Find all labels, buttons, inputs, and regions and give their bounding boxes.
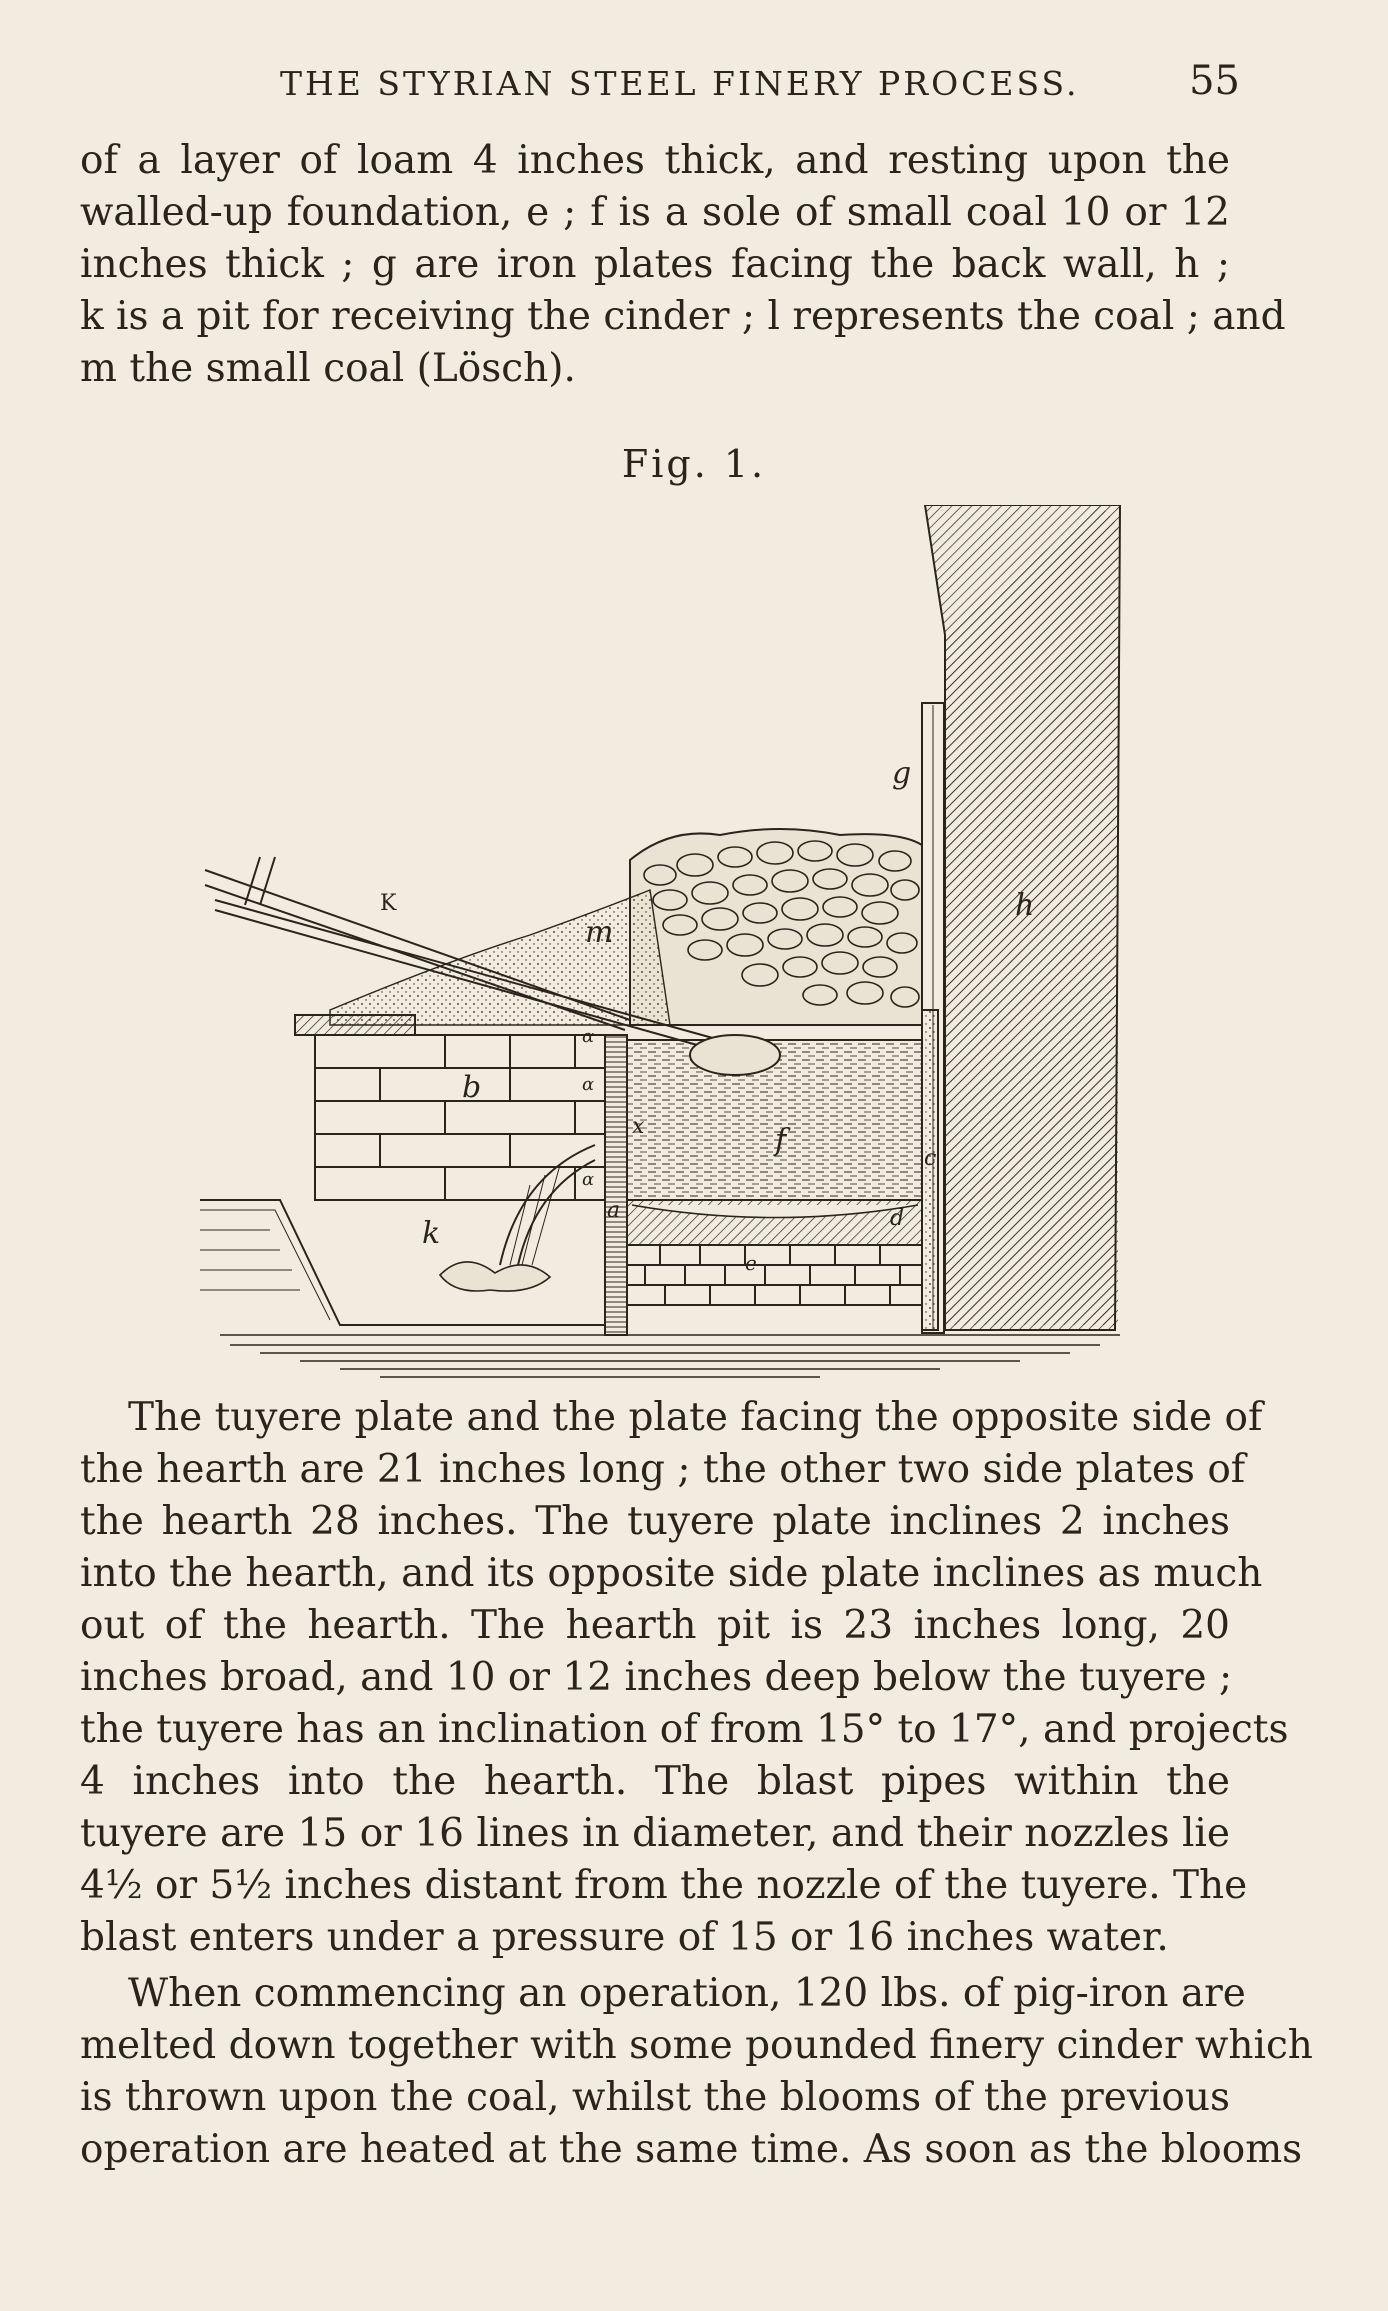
label-f: f: [775, 1123, 787, 1158]
paragraph-2: [80, 1392, 1289, 1964]
text-line: blast enters under a pressure of 15 or 16 inches water.: [80, 1915, 1169, 1960]
text-line: walled-up foundation, e ; f is a sole of small coal 10 or 12: [80, 190, 1230, 235]
text-line: The tuyere plate and the plate facing the opposite side of: [128, 1395, 1263, 1440]
label-d: d: [890, 1206, 905, 1231]
text-line: into the hearth, and its opposite side plate inclines as much: [80, 1551, 1263, 1596]
tuyere-plate-column: [605, 1035, 627, 1335]
label-alpha-1: α: [582, 1026, 595, 1047]
walled-foundation-e: [627, 1245, 922, 1305]
label-m: m: [585, 915, 614, 950]
text-line: inches broad, and 10 or 12 inches deep below the tuyere ;: [80, 1655, 1233, 1700]
text-line: k is a pit for receiving the cinder ; l represents the coal ; and: [80, 294, 1286, 339]
text-line: melted down together with some pounded finery cinder which: [80, 2023, 1313, 2068]
paragraph-1: [80, 135, 1286, 395]
label-e: e: [745, 1251, 757, 1275]
text-line: is thrown upon the coal, whilst the blooms of the previous: [80, 2075, 1230, 2120]
text-line: inches thick ; g are iron plates facing the back wall, h ;: [80, 242, 1230, 287]
text-line: the tuyere has an inclination of from 15° to 17°, and projects: [80, 1707, 1289, 1752]
finery-hearth-illustration: [200, 505, 1130, 1385]
label-x: x: [632, 1114, 645, 1139]
text-line: m the small coal (Lösch).: [80, 346, 576, 391]
cap-plate: [295, 1015, 415, 1035]
label-k: k: [422, 1216, 441, 1251]
label-h: h: [1015, 888, 1035, 923]
label-c: c: [924, 1146, 937, 1171]
text-line: of a layer of loam 4 inches thick, and resting upon the: [80, 138, 1230, 183]
label-b: b: [462, 1070, 482, 1105]
finery-hearth-figure: [200, 505, 1130, 1385]
label-a: a: [607, 1198, 621, 1223]
text-line: tuyere are 15 or 16 lines in diameter, and their nozzles lie: [80, 1811, 1230, 1856]
ground: [220, 1335, 1120, 1377]
running-title: THE STYRIAN STEEL FINERY PROCESS.: [280, 64, 1080, 103]
label-g: g: [892, 756, 912, 791]
text-line: 4½ or 5½ inches distant from the nozzle of the tuyere. The: [80, 1863, 1248, 1908]
brick-wall: [315, 1035, 605, 1200]
text-line: When commencing an operation, 120 lbs. of pig-iron are: [128, 1971, 1246, 2016]
text-line: 4 inches into the hearth. The blast pipes within the: [80, 1759, 1230, 1804]
coal-pile: [630, 829, 922, 1025]
label-K: K: [380, 891, 397, 916]
figure-caption: Fig. 1.: [621, 442, 767, 486]
page-header: [80, 58, 1240, 108]
label-alpha-2: α: [582, 1074, 595, 1095]
paragraph-3: [80, 1968, 1313, 2176]
text-line: the hearth 28 inches. The tuyere plate inclines 2 inches: [80, 1499, 1230, 1544]
text-line: the hearth are 21 inches long ; the other two side plates of: [80, 1447, 1246, 1492]
label-alpha-3: α: [582, 1169, 595, 1190]
page-number: 55: [1189, 58, 1240, 104]
text-line: out of the hearth. The hearth pit is 23 inches long, 20: [80, 1603, 1230, 1648]
text-line: operation are heated at the same time. As soon as the blooms: [80, 2127, 1303, 2172]
